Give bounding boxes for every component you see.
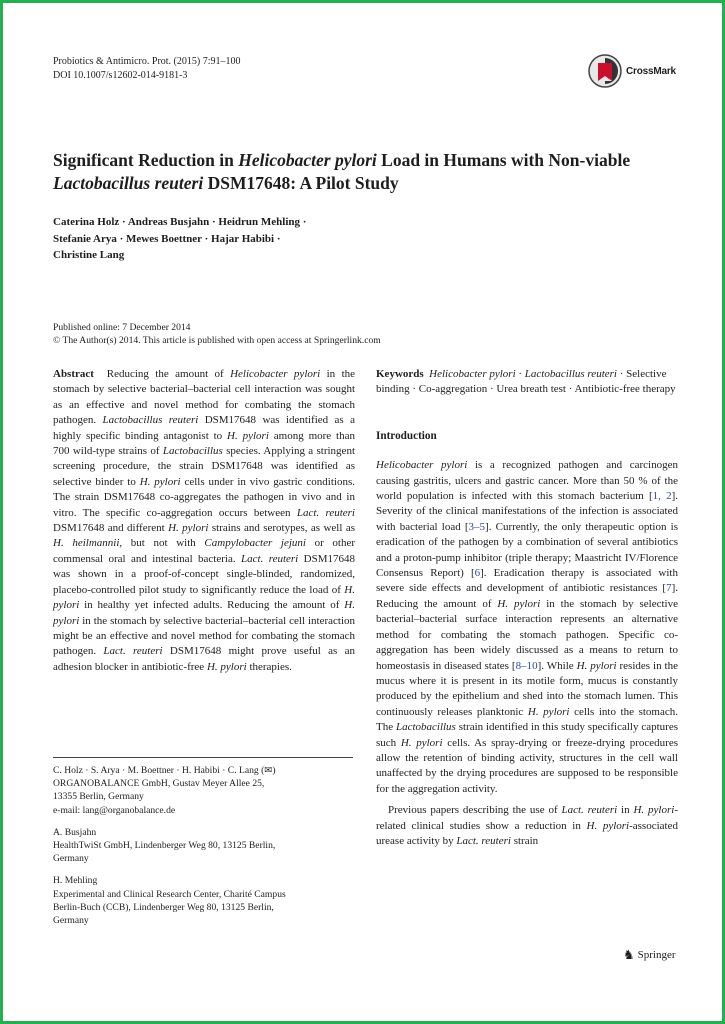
citation-link[interactable]: 8–10	[515, 659, 538, 672]
keywords-label: Keywords	[376, 368, 424, 380]
doi[interactable]: DOI 10.1007/s12602-014-9181-3	[53, 70, 188, 81]
crossmark-label: CrossMark	[626, 65, 676, 77]
springer-logo	[623, 947, 676, 963]
paragraph: Previous papers describing the use of Lact. reuteri in H. pylori-related clinical studies show a reduction in H. pylori-associated urease activity by Lact. reuteri strain	[376, 804, 678, 847]
citation-link[interactable]: 3–5	[468, 520, 486, 533]
citation-link[interactable]: 7	[666, 582, 672, 595]
affiliation-block: A. Busjahn HealthTwiSt GmbH, Lindenberger Weg 80, 13125 Berlin, Germany	[53, 826, 276, 865]
article-title: Significant Reduction in Helicobacter pylori Load in Humans with Non-viable Lactobacillus reuteri DSM17648: A Pilot Study	[53, 150, 631, 193]
author-line: Christine Lang	[53, 249, 125, 261]
footnote-divider	[53, 757, 353, 758]
citation-link[interactable]: 1, 2	[652, 490, 672, 503]
affiliation-block: C. Holz · S. Arya · M. Boettner · H. Habibi · C. Lang (✉) ORGANOBALANCE GmbH, Gustav Meyer Allee 25, 13355 Berlin, Germany e-mail: lang@organobalance.de	[53, 764, 353, 817]
springer-label: Springer	[637, 949, 676, 961]
published-date: Published online: 7 December 2014	[53, 322, 191, 333]
affiliation-block: H. Mehling Experimental and Clinical Research Center, Charité Campus Berlin-Buch (CCB), Lindenberger Weg 80, 13125 Berlin, Germany	[53, 875, 286, 927]
introduction-body	[376, 458, 678, 849]
springer-horse-icon: ♞	[623, 947, 635, 962]
abstract-label: Abstract	[53, 368, 94, 380]
section-heading-introduction: Introduction	[376, 429, 437, 442]
keywords: Keywords Helicobacter pylori · Lactobacillus reuteri · Selective binding · Co-aggregation · Urea breath test · Antibiotic-free therapy	[376, 368, 676, 396]
citation-link[interactable]: 6	[474, 567, 481, 580]
publication-info	[53, 321, 381, 347]
author-line: Stefanie Arya · Mewes Boettner · Hajar Habibi ·	[53, 232, 281, 245]
journal-citation: Probiotics & Antimicro. Prot. (2015) 7:91–100	[53, 56, 241, 67]
crossmark-badge[interactable]	[587, 53, 676, 89]
author-line: Caterina Holz · Andreas Busjahn · Heidrun Mehling ·	[53, 216, 307, 228]
right-column	[376, 367, 678, 849]
affiliations	[53, 757, 353, 936]
journal-header	[53, 55, 241, 83]
copyright-notice: © The Author(s) 2014. This article is published with open access at Springerlink.com	[53, 335, 381, 346]
email-link[interactable]: e-mail: lang@organobalance.de	[53, 804, 176, 816]
author-list	[53, 214, 383, 264]
paragraph: Helicobacter pylori is a recognized pathogen and carcinogen causing gastritis, ulcers and gastric cancer. More than 50 % of the world population is infected with this stomach bacterium [1, 2]. Severity of the clinical manifestations of the infection is associated with bacterial load [3–5]. Currently, the only therapeutic option is eradication of the pathogen by a combination of several antibiotics and a proton-pump inhibitor (triple therapy; Maastricht IV/Florence Consensus Report) [6]. Eradication therapy is associated with severe side effects and development of antibiotic resistances [7]. Reducing the amount of H. pylori in the stomach by selective bacterial–bacterial surface interaction represents an alternative method for combating the stomach pathogen. Specific co-aggregation has been widely discussed as a means to return to homeostasis in diseased states [8–10]. While H. pylori resides in the mucus where it is present in its motile form, mucus is constantly produced by the epithelium and shed into the stomach lumen. This continuously releases planktonic H. pylori cells into the stomach. The Lactobacillus strain identified in this study specifically captures such H. pylori cells. As spray-drying or freeze-drying procedures allow the retention of binding activity, structures in the cell wall unaffected by the drying procedures are supposed to be responsible for the aggregation activity.	[376, 459, 678, 795]
crossmark-icon	[587, 53, 623, 89]
abstract: Abstract Reducing the amount of Helicobacter pylori in the stomach by selective bacterial–bacterial cell interaction was sought as an effective and novel method for combating the stomach pathogen. Lactobacillus reuteri DSM17648 was identified as a highly specific binding antagonist to H. pylori among more than 700 wild-type strains of Lactobacillus species. Applying a stringent screening procedure, the strain DSM17648 was identified as selective binder to H. pylori cells under in vivo gastric conditions. The strain DSM17648 co-aggregates the pathogen in vivo and in vitro. The specific co-aggregation occurs between Lact. reuteri DSM17648 and different H. pylori strains and serotypes, as well as H. heilmannii, but not with Campylobacter jejuni or other commensal oral and intestinal bacteria. Lact. reuteri DSM17648 was shown in a proof-of-concept single-blinded, randomized, placebo-controlled pilot study to significantly reduce the load of H. pylori in healthy yet infected adults. Reducing the amount of H. pylori in the stomach by selective bacterial–bacterial cell interaction might be an effective and novel method for combating the stomach pathogen. Lact. reuteri DSM17648 might prove useful as an adhesion blocker in antibiotic-free H. pylori therapies.	[53, 368, 356, 673]
